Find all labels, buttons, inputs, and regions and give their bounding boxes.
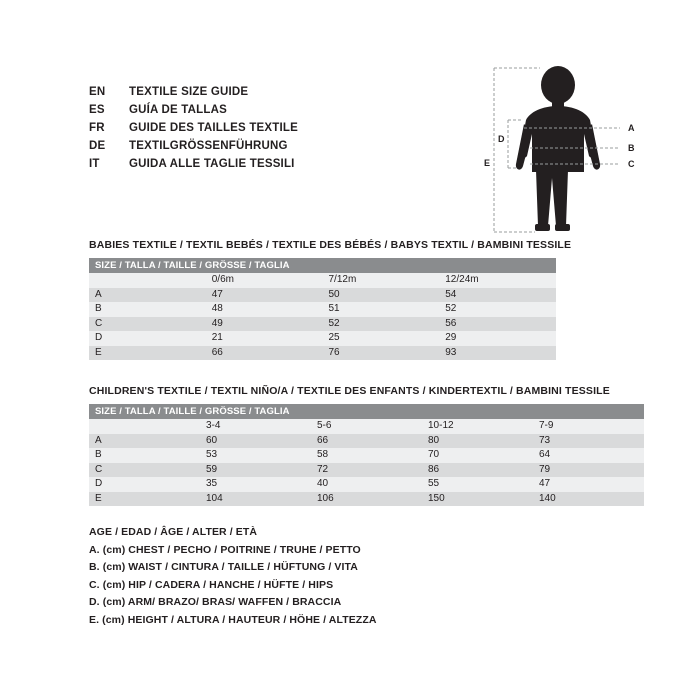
table-row xyxy=(89,477,644,492)
legend-row-d: D. (cm) ARM/ BRAZO/ BRAS/ WAFFEN / BRACCIA xyxy=(89,596,342,608)
row-label-b: B xyxy=(89,302,206,317)
table-row xyxy=(89,273,556,288)
language-text-it: GUIDA ALLE TAGLIE TESSILI xyxy=(129,158,295,170)
table-row xyxy=(89,288,556,303)
language-code-es: ES xyxy=(89,104,105,116)
row-label-c: C xyxy=(89,463,200,478)
figure-label-b: B xyxy=(628,143,635,153)
children-a-2: 80 xyxy=(422,434,533,449)
language-row-it xyxy=(89,158,419,176)
table-row xyxy=(89,331,556,346)
row-label-b: B xyxy=(89,448,200,463)
babies-b-2: 52 xyxy=(439,302,556,317)
row-label-a: A xyxy=(89,434,200,449)
table-row xyxy=(89,302,556,317)
table-row xyxy=(89,448,644,463)
babies-b-0: 48 xyxy=(206,302,323,317)
children-d-0: 35 xyxy=(200,477,311,492)
children-column-2: 5-6 xyxy=(311,419,422,434)
children-section-title: CHILDREN'S TEXTILE / TEXTIL NIÑO/A / TEXTILE DES ENFANTS / KINDERTEXTIL / BAMBINI TESSILE xyxy=(89,385,610,397)
figure-label-e: E xyxy=(484,158,491,168)
children-column-3: 10-12 xyxy=(422,419,533,434)
babies-c-0: 49 xyxy=(206,317,323,332)
children-e-1: 106 xyxy=(311,492,422,507)
language-code-it: IT xyxy=(89,158,100,170)
children-size-table xyxy=(89,404,644,506)
language-code-en: EN xyxy=(89,86,106,98)
babies-e-0: 66 xyxy=(206,346,323,361)
children-b-0: 53 xyxy=(200,448,311,463)
children-d-3: 47 xyxy=(533,477,644,492)
babies-column-3: 12/24m xyxy=(439,273,556,288)
row-label-d: D xyxy=(89,477,200,492)
language-code-fr: FR xyxy=(89,122,105,134)
babies-d-2: 29 xyxy=(439,331,556,346)
children-c-2: 86 xyxy=(422,463,533,478)
children-a-1: 66 xyxy=(311,434,422,449)
language-row-es xyxy=(89,104,419,122)
babies-d-1: 25 xyxy=(323,331,440,346)
language-text-en: TEXTILE SIZE GUIDE xyxy=(129,86,249,98)
legend-row-c: C. (cm) HIP / CADERA / HANCHE / HÜFTE / HIPS xyxy=(89,578,334,591)
row-label-empty xyxy=(89,419,200,434)
children-e-0: 104 xyxy=(200,492,311,507)
babies-a-0: 47 xyxy=(206,288,323,303)
legend-age-header: AGE / EDAD / ÂGE / ALTER / ETÀ xyxy=(89,526,258,538)
language-text-es: GUÍA DE TALLAS xyxy=(129,104,227,116)
children-c-3: 79 xyxy=(533,463,644,478)
table-row xyxy=(89,419,644,434)
babies-e-2: 93 xyxy=(439,346,556,361)
language-code-de: DE xyxy=(89,140,106,152)
table-header-row xyxy=(89,404,644,419)
language-row-en xyxy=(89,86,419,104)
table-row xyxy=(89,434,644,449)
row-label-d: D xyxy=(89,331,206,346)
children-c-1: 72 xyxy=(311,463,422,478)
figure-label-a: A xyxy=(628,123,635,133)
babies-b-1: 51 xyxy=(323,302,440,317)
babies-column-2: 7/12m xyxy=(323,273,440,288)
children-d-1: 40 xyxy=(311,477,422,492)
language-row-de xyxy=(89,140,419,158)
babies-d-0: 21 xyxy=(206,331,323,346)
children-b-2: 70 xyxy=(422,448,533,463)
babies-a-1: 50 xyxy=(323,288,440,303)
table-row xyxy=(89,463,644,478)
table-row xyxy=(89,346,556,361)
children-a-0: 60 xyxy=(200,434,311,449)
measurement-legend xyxy=(89,524,377,629)
children-e-3: 140 xyxy=(533,492,644,507)
row-label-c: C xyxy=(89,317,206,332)
language-text-fr: GUIDE DES TAILLES TEXTILE xyxy=(129,122,298,134)
figure-label-d: D xyxy=(498,134,505,144)
language-row-fr xyxy=(89,122,419,140)
legend-row-b: B. (cm) WAIST / CINTURA / TAILLE / HÜFTUNG / VITA xyxy=(89,561,358,573)
table-row xyxy=(89,492,644,507)
babies-section-title: BABIES TEXTILE / TEXTIL BEBÉS / TEXTILE DES BÉBÉS / BABYS TEXTIL / BAMBINI TESSILE xyxy=(89,239,572,251)
babies-a-2: 54 xyxy=(439,288,556,303)
babies-c-2: 56 xyxy=(439,317,556,332)
table-row xyxy=(89,317,556,332)
children-c-0: 59 xyxy=(200,463,311,478)
children-e-2: 150 xyxy=(422,492,533,507)
children-d-2: 55 xyxy=(422,477,533,492)
children-b-1: 58 xyxy=(311,448,422,463)
babies-c-1: 52 xyxy=(323,317,440,332)
row-label-a: A xyxy=(89,288,206,303)
table-header-row xyxy=(89,258,556,273)
babies-size-header: SIZE / TALLA / TAILLE / GRÖSSE / TAGLIA xyxy=(89,258,556,273)
row-label-e: E xyxy=(89,346,206,361)
children-column-4: 7-9 xyxy=(533,419,644,434)
legend-row-a: A. (cm) CHEST / PECHO / POITRINE / TRUHE / PETTO xyxy=(89,543,361,556)
child-silhouette-icon xyxy=(480,60,670,245)
babies-column-1: 0/6m xyxy=(206,273,323,288)
body-measurement-figure xyxy=(480,60,670,245)
row-label-e: E xyxy=(89,492,200,507)
babies-size-table xyxy=(89,258,556,360)
row-label-empty xyxy=(89,273,206,288)
figure-label-c: C xyxy=(628,159,635,169)
language-title-block xyxy=(89,86,419,176)
babies-e-1: 76 xyxy=(323,346,440,361)
legend-row-e: E. (cm) HEIGHT / ALTURA / HAUTEUR / HÖHE / ALTEZZA xyxy=(89,613,377,626)
children-size-header: SIZE / TALLA / TAILLE / GRÖSSE / TAGLIA xyxy=(89,404,644,419)
children-column-1: 3-4 xyxy=(200,419,311,434)
language-text-de: TEXTILGRÖSSENFÜHRUNG xyxy=(129,140,288,152)
children-a-3: 73 xyxy=(533,434,644,449)
children-b-3: 64 xyxy=(533,448,644,463)
